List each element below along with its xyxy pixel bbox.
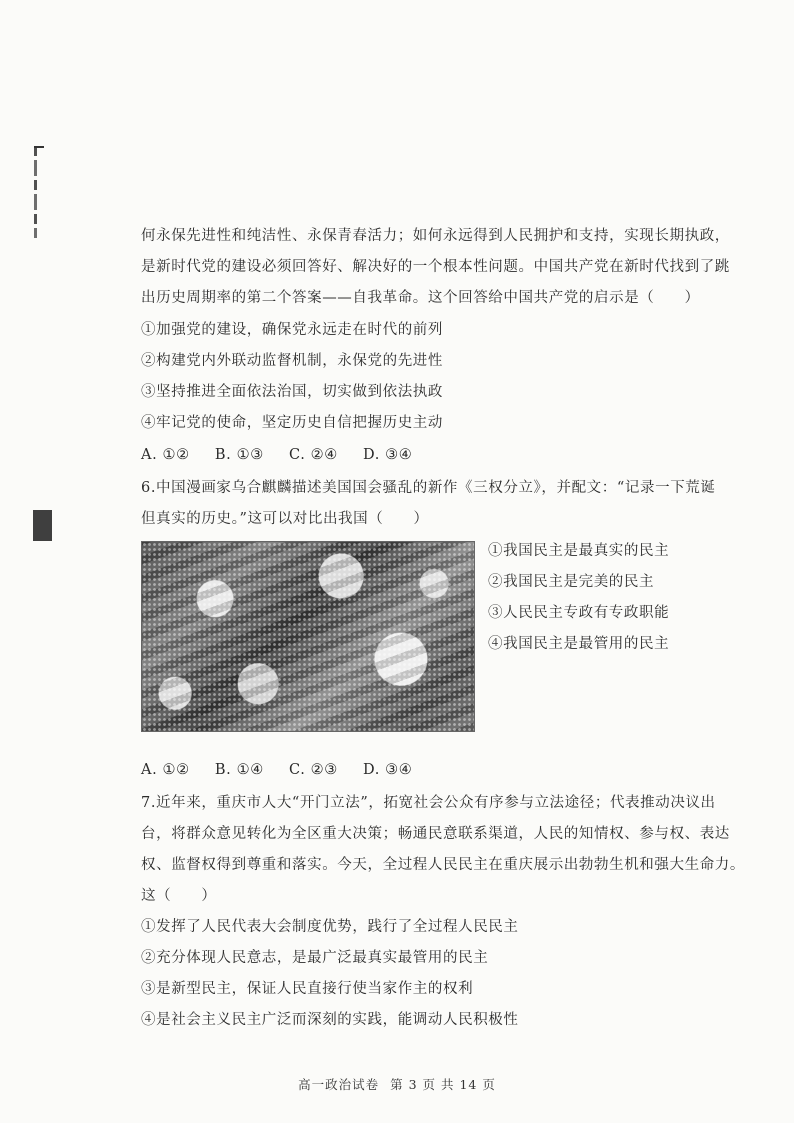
q5-statement-4: ④牢记党的使命，坚定历史自信把握历史主动: [141, 415, 443, 431]
q7-line-4: 这（ ）: [141, 888, 217, 904]
q7-line-1: 7.近年来，重庆市人大“开门立法”，拓宽社会公众有序参与立法途径；代表推动决议出: [141, 795, 716, 811]
footer-page-number: 第 3 页 共 14 页: [390, 1077, 496, 1092]
q7-statement-3: ③是新型民主，保证人民直接行使当家作主的权利: [141, 981, 474, 997]
q6-statement-2: ②我国民主是完美的民主: [488, 574, 655, 590]
q5-line-3: 出历史周期率的第二个答案——自我革命。这个回答给中国共产党的启示是（ ）: [141, 290, 700, 306]
q7-line-3: 权、监督权得到尊重和落实。今天，全过程人民民主在重庆展示出勃勃生机和强大生命力。: [141, 857, 745, 873]
q5-line-2: 是新时代党的建设必须回答好、解决好的一个根本性问题。中国共产党在新时代找到了跳: [141, 259, 730, 275]
cartoon-image: [141, 541, 475, 732]
q5-statement-2: ②构建党内外联动监督机制，永保党的先进性: [141, 353, 443, 369]
q6-option-b[interactable]: B. ①④: [214, 762, 264, 778]
q6-option-c[interactable]: C. ②③: [289, 762, 338, 778]
q6-option-a[interactable]: A. ①②: [141, 762, 190, 778]
q6-statement-4: ④我国民主是最管用的民主: [488, 636, 670, 652]
footer-exam-name: 高一政治试卷: [298, 1077, 380, 1092]
q6-line-1: 6.中国漫画家乌合麒麟描述美国国会骚乱的新作《三权分立》，并配文：“记录一下荒诞: [141, 480, 716, 496]
binding-block: [33, 510, 52, 541]
q5-option-c[interactable]: C. ②④: [289, 447, 338, 463]
q6-statement-3: ③人民民主专政有专政职能: [488, 605, 670, 621]
q5-option-d[interactable]: D. ③④: [363, 447, 413, 463]
q5-options: [141, 445, 432, 465]
page-footer: [0, 1075, 794, 1093]
q7-statement-4: ④是社会主义民主广泛而深刻的实践，能调动人民积极性: [141, 1012, 519, 1028]
q6-line-2: 但真实的历史。”这可以对比出我国（ ）: [141, 511, 429, 527]
q5-option-b[interactable]: B. ①③: [214, 447, 264, 463]
binding-line: [34, 146, 37, 238]
q6-options: [141, 760, 432, 780]
q7-statement-1: ①发挥了人民代表大会制度优势，践行了全过程人民民主: [141, 919, 519, 935]
q6-statement-1: ①我国民主是最真实的民主: [488, 543, 670, 559]
q5-option-a[interactable]: A. ①②: [141, 447, 190, 463]
q7-line-2: 台，将群众意见转化为全区重大决策；畅通民意联系渠道，人民的知情权、参与权、表达: [141, 826, 730, 842]
q6-option-d[interactable]: D. ③④: [363, 762, 413, 778]
q5-statement-1: ①加强党的建设，确保党永远走在时代的前列: [141, 322, 443, 338]
q5-statement-3: ③坚持推进全面依法治国，切实做到依法执政: [141, 384, 443, 400]
q7-statement-2: ②充分体现人民意志，是最广泛最真实最管用的民主: [141, 950, 489, 966]
q5-line-1: 何永保先进性和纯洁性、永保青春活力；如何永远得到人民拥护和支持，实现长期执政，: [141, 228, 730, 244]
